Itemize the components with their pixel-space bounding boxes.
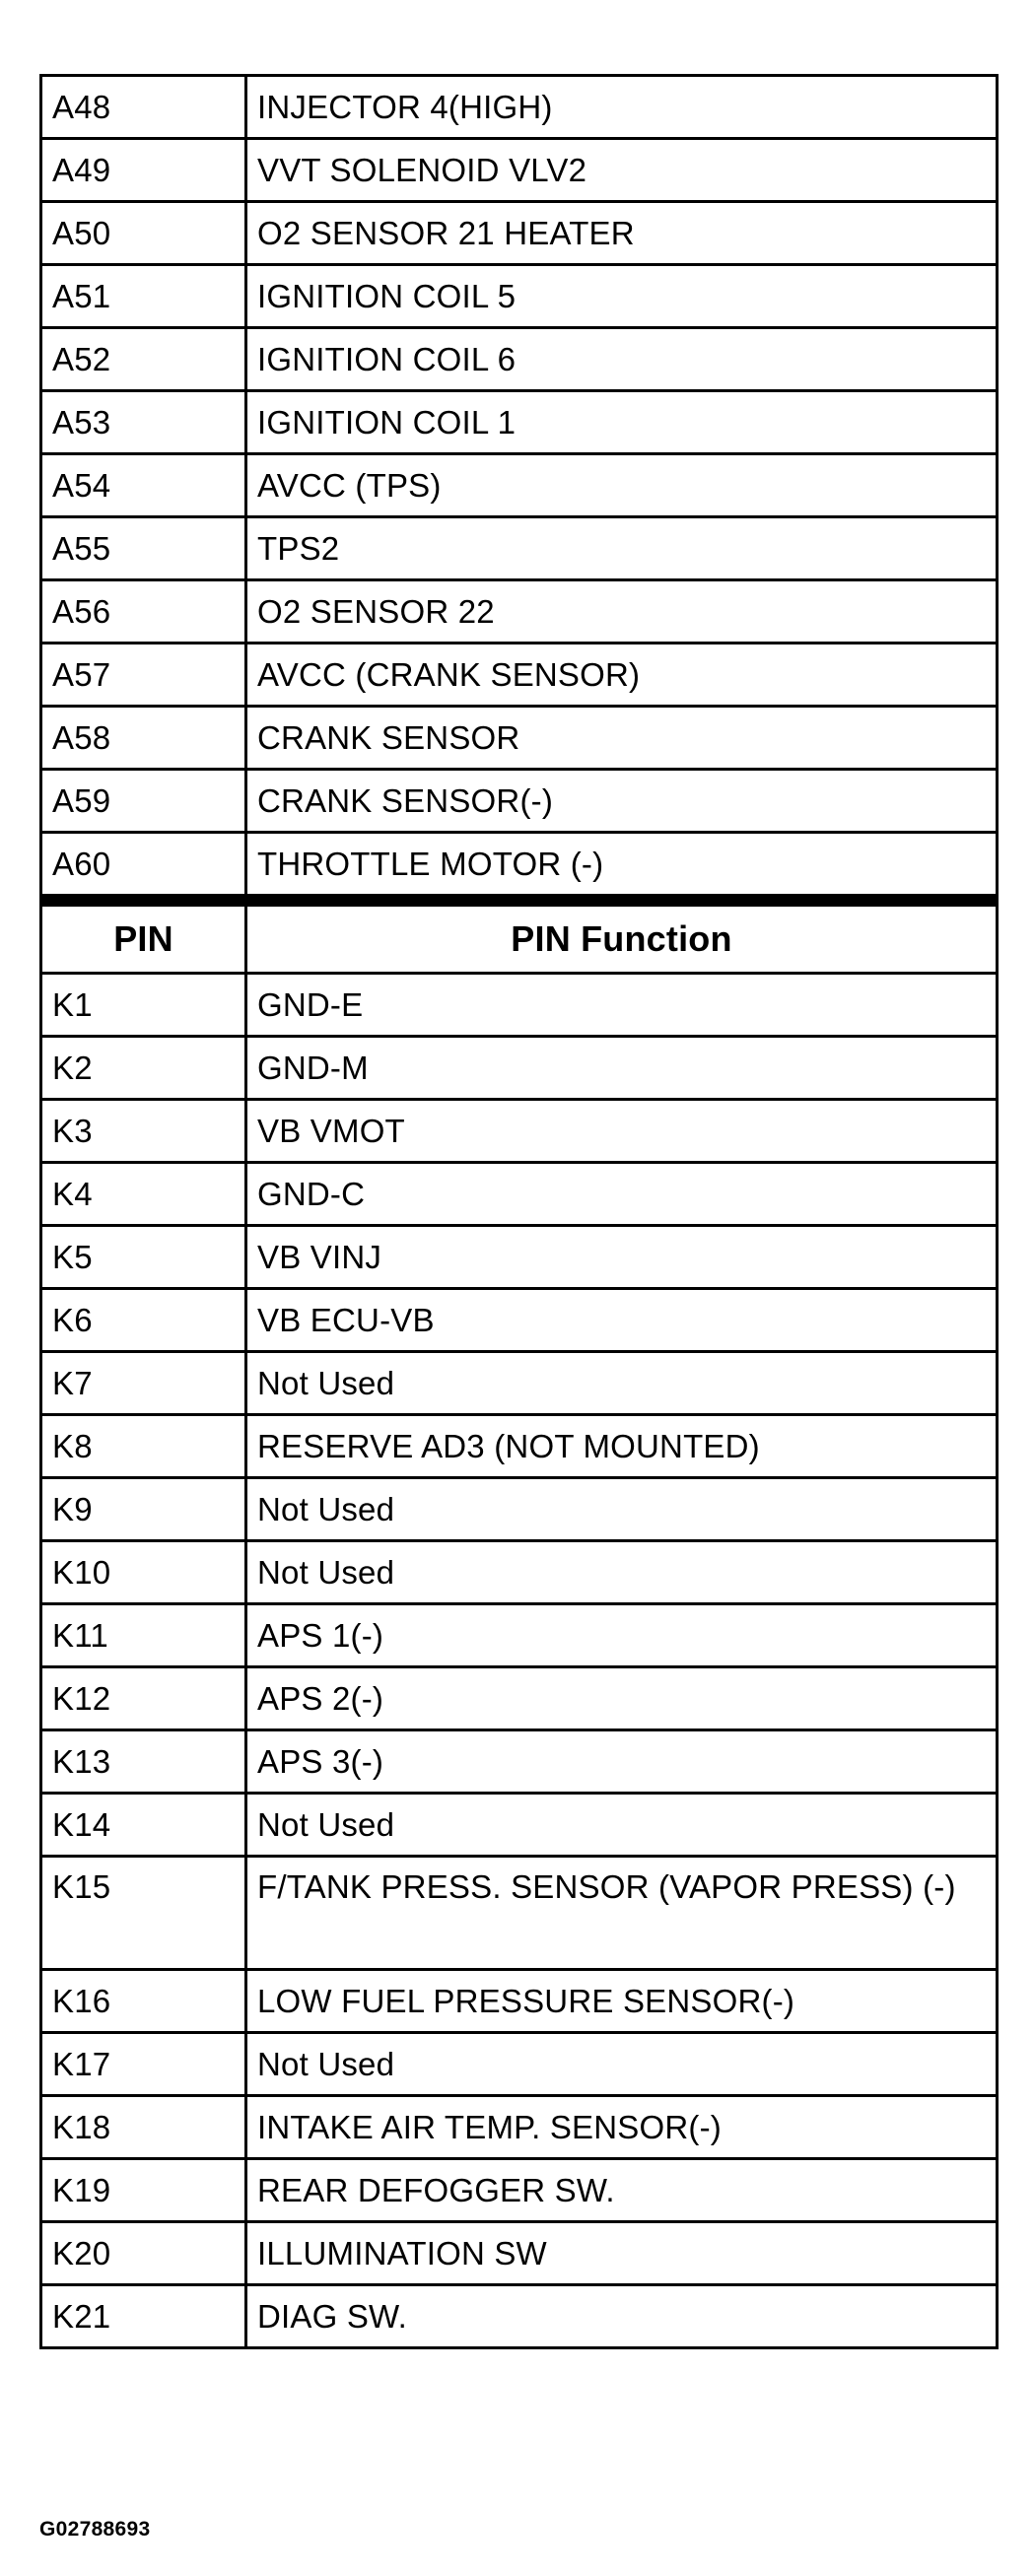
pin-cell: K20 (41, 2222, 246, 2285)
pin-cell: A54 (41, 454, 246, 517)
table-row (41, 1289, 998, 1352)
table-row (41, 707, 998, 770)
table-row (41, 517, 998, 580)
function-cell: Not Used (246, 1352, 998, 1415)
pin-table-sheet (39, 74, 996, 2349)
pin-cell: A55 (41, 517, 246, 580)
function-cell: VB ECU-VB (246, 1289, 998, 1352)
function-cell: VB VMOT (246, 1100, 998, 1163)
pin-cell: A53 (41, 391, 246, 454)
function-cell: AVCC (TPS) (246, 454, 998, 517)
figure-id-label: G02788693 (39, 2518, 151, 2541)
function-cell: CRANK SENSOR(-) (246, 770, 998, 833)
function-cell: APS 1(-) (246, 1604, 998, 1667)
function-column-header: PIN Function (246, 906, 998, 974)
pin-cell: K2 (41, 1037, 246, 1100)
table-row (41, 833, 998, 896)
table-row (41, 974, 998, 1037)
pin-cell: K1 (41, 974, 246, 1037)
table-row (41, 644, 998, 707)
pin-column-header: PIN (41, 906, 246, 974)
pin-cell: A51 (41, 265, 246, 328)
table-row (41, 1794, 998, 1857)
thick-divider (41, 896, 998, 906)
table-row (41, 76, 998, 139)
pin-cell: K10 (41, 1541, 246, 1604)
function-cell: DIAG SW. (246, 2285, 998, 2348)
function-cell: INJECTOR 4(HIGH) (246, 76, 998, 139)
function-cell: RESERVE AD3 (NOT MOUNTED) (246, 1415, 998, 1478)
table-row (41, 2159, 998, 2222)
table-row (41, 1100, 998, 1163)
table-header-row (41, 906, 998, 974)
function-cell: VVT SOLENOID VLV2 (246, 139, 998, 202)
pin-cell: K17 (41, 2033, 246, 2096)
pin-cell: A49 (41, 139, 246, 202)
function-cell: O2 SENSOR 21 HEATER (246, 202, 998, 265)
pin-cell: K7 (41, 1352, 246, 1415)
table-row (41, 454, 998, 517)
pin-function-table (39, 74, 999, 2349)
function-cell: VB VINJ (246, 1226, 998, 1289)
function-cell: ILLUMINATION SW (246, 2222, 998, 2285)
pin-cell: K3 (41, 1100, 246, 1163)
table-row (41, 580, 998, 644)
function-cell: GND-M (246, 1037, 998, 1100)
function-cell: F/TANK PRESS. SENSOR (VAPOR PRESS) (-) (246, 1857, 998, 1970)
pin-cell: A50 (41, 202, 246, 265)
pin-cell: K6 (41, 1289, 246, 1352)
divider-bar (41, 896, 998, 906)
table-row (41, 1415, 998, 1478)
table-row (41, 1037, 998, 1100)
table-row (41, 2222, 998, 2285)
function-cell: CRANK SENSOR (246, 707, 998, 770)
pin-cell: A59 (41, 770, 246, 833)
pin-cell: K4 (41, 1163, 246, 1226)
function-cell: Not Used (246, 2033, 998, 2096)
function-cell: GND-C (246, 1163, 998, 1226)
table-row (41, 1226, 998, 1289)
table-row (41, 2285, 998, 2348)
pin-cell: K18 (41, 2096, 246, 2159)
table-row (41, 139, 998, 202)
pin-cell: A52 (41, 328, 246, 391)
pin-cell: A57 (41, 644, 246, 707)
function-cell: TPS2 (246, 517, 998, 580)
function-cell: Not Used (246, 1794, 998, 1857)
pin-cell: K19 (41, 2159, 246, 2222)
function-cell: IGNITION COIL 6 (246, 328, 998, 391)
table-row (41, 1163, 998, 1226)
pin-cell: K12 (41, 1667, 246, 1730)
table-row (41, 770, 998, 833)
pin-cell: K16 (41, 1970, 246, 2033)
function-cell: AVCC (CRANK SENSOR) (246, 644, 998, 707)
function-cell: O2 SENSOR 22 (246, 580, 998, 644)
table-row (41, 1604, 998, 1667)
table-row (41, 1352, 998, 1415)
table-row (41, 2096, 998, 2159)
function-cell: APS 3(-) (246, 1730, 998, 1794)
pin-cell: K5 (41, 1226, 246, 1289)
pin-cell: A58 (41, 707, 246, 770)
function-cell: GND-E (246, 974, 998, 1037)
section-separator (41, 896, 998, 906)
function-cell: THROTTLE MOTOR (-) (246, 833, 998, 896)
table-row (41, 1667, 998, 1730)
function-cell: IGNITION COIL 1 (246, 391, 998, 454)
table-row (41, 391, 998, 454)
table-row (41, 1478, 998, 1541)
pin-cell: K14 (41, 1794, 246, 1857)
table-row (41, 202, 998, 265)
table-row (41, 2033, 998, 2096)
pin-table-top (41, 76, 998, 896)
table-row (41, 265, 998, 328)
pin-cell: A48 (41, 76, 246, 139)
table-row (41, 1970, 998, 2033)
function-cell: REAR DEFOGGER SW. (246, 2159, 998, 2222)
table-row (41, 1730, 998, 1794)
table-row (41, 1857, 998, 1970)
pin-cell: K9 (41, 1478, 246, 1541)
pin-cell: K13 (41, 1730, 246, 1794)
pin-cell: A56 (41, 580, 246, 644)
function-cell: Not Used (246, 1541, 998, 1604)
pin-cell: K8 (41, 1415, 246, 1478)
function-cell: LOW FUEL PRESSURE SENSOR(-) (246, 1970, 998, 2033)
pin-table-bottom (41, 906, 998, 2348)
pin-cell: K15 (41, 1857, 246, 1970)
function-cell: INTAKE AIR TEMP. SENSOR(-) (246, 2096, 998, 2159)
pin-cell: K21 (41, 2285, 246, 2348)
table-row (41, 1541, 998, 1604)
function-cell: IGNITION COIL 5 (246, 265, 998, 328)
function-cell: Not Used (246, 1478, 998, 1541)
pin-cell: K11 (41, 1604, 246, 1667)
pin-cell: A60 (41, 833, 246, 896)
function-cell: APS 2(-) (246, 1667, 998, 1730)
table-row (41, 328, 998, 391)
